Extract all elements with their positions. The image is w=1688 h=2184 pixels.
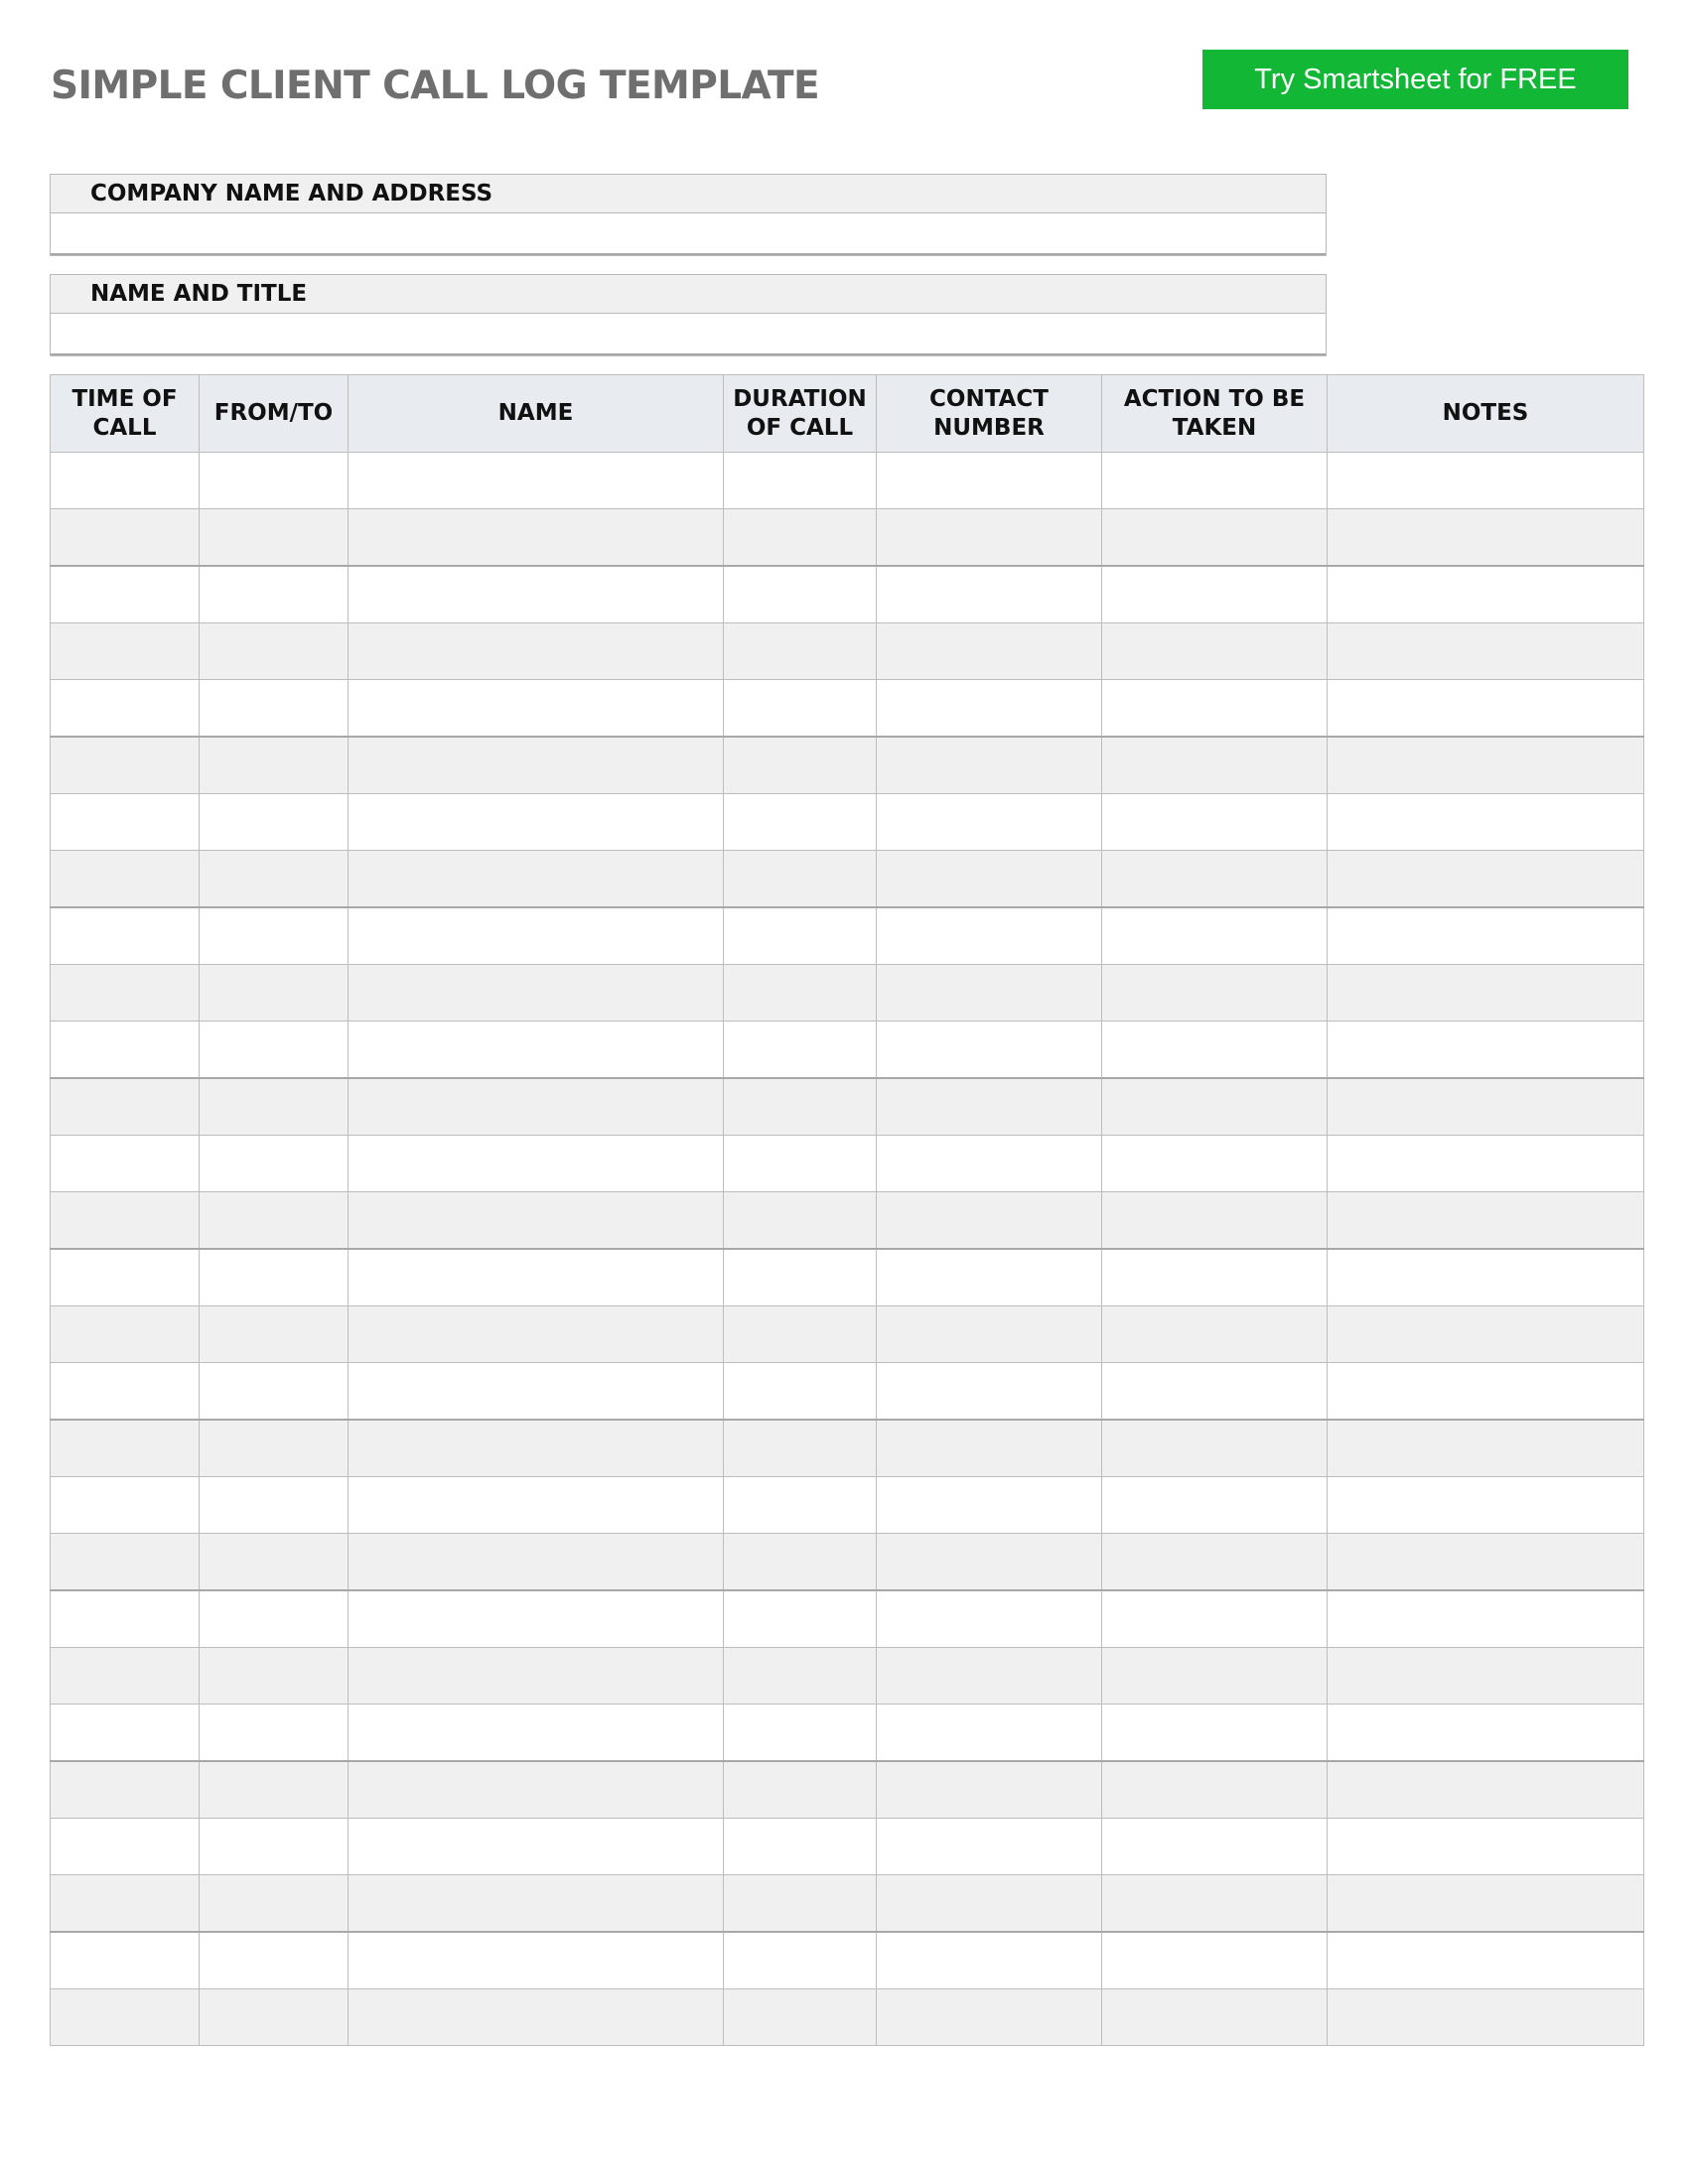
cell-action-to-be-taken[interactable]: [1102, 1192, 1328, 1250]
table-row: [51, 566, 1644, 623]
cell-contact-number[interactable]: [877, 1648, 1102, 1705]
cell-notes[interactable]: [1328, 1249, 1644, 1306]
col-from-to: [200, 375, 349, 453]
cell-notes[interactable]: [1328, 1705, 1644, 1762]
cell-action-to-be-taken[interactable]: [1102, 1590, 1328, 1648]
cell-time-of-call[interactable]: [51, 1078, 200, 1136]
company-name-address-field[interactable]: [51, 213, 1326, 255]
table-row: [51, 1192, 1644, 1250]
cell-from-to[interactable]: [200, 623, 349, 680]
cell-from-to[interactable]: [200, 1705, 349, 1762]
cell-notes[interactable]: [1328, 680, 1644, 738]
cell-duration-of-call[interactable]: [724, 1989, 877, 2046]
cell-action-to-be-taken[interactable]: [1102, 1420, 1328, 1477]
col-from-to-label: FROM/TO: [213, 400, 334, 426]
table-row: [51, 1875, 1644, 1933]
cell-name[interactable]: [349, 1761, 724, 1819]
cell-time-of-call[interactable]: [51, 1989, 200, 2046]
table-row: [51, 1306, 1644, 1363]
cell-time-of-call[interactable]: [51, 1932, 200, 1989]
cell-contact-number[interactable]: [877, 1534, 1102, 1591]
cell-notes[interactable]: [1328, 453, 1644, 509]
cell-name[interactable]: [349, 680, 724, 738]
cell-name[interactable]: [349, 737, 724, 794]
cell-duration-of-call[interactable]: [724, 851, 877, 908]
cell-action-to-be-taken[interactable]: [1102, 1078, 1328, 1136]
cell-action-to-be-taken[interactable]: [1102, 1705, 1328, 1762]
cell-time-of-call[interactable]: [51, 1363, 200, 1421]
cell-from-to[interactable]: [200, 1932, 349, 1989]
cell-duration-of-call[interactable]: [724, 1875, 877, 1933]
cell-notes[interactable]: [1328, 1420, 1644, 1477]
cell-time-of-call[interactable]: [51, 1819, 200, 1875]
cell-duration-of-call[interactable]: [724, 1648, 877, 1705]
cell-notes[interactable]: [1328, 1648, 1644, 1705]
cell-notes[interactable]: [1328, 1819, 1644, 1875]
table-row: [51, 1249, 1644, 1306]
cell-time-of-call[interactable]: [51, 1590, 200, 1648]
table-row: [51, 965, 1644, 1022]
cell-contact-number[interactable]: [877, 509, 1102, 567]
call-log-body: [51, 453, 1644, 2046]
cell-name[interactable]: [349, 1819, 724, 1875]
cell-name[interactable]: [349, 623, 724, 680]
table-header-row: [51, 375, 1644, 453]
cell-name[interactable]: [349, 1875, 724, 1933]
cell-notes[interactable]: [1328, 1192, 1644, 1250]
table-row: [51, 1136, 1644, 1192]
cell-time-of-call[interactable]: [51, 566, 200, 623]
cell-duration-of-call[interactable]: [724, 965, 877, 1022]
table-row: [51, 794, 1644, 851]
cell-notes[interactable]: [1328, 1078, 1644, 1136]
table-row: [51, 1078, 1644, 1136]
cell-duration-of-call[interactable]: [724, 1761, 877, 1819]
cell-from-to[interactable]: [200, 1875, 349, 1933]
cell-time-of-call[interactable]: [51, 965, 200, 1022]
cell-notes[interactable]: [1328, 623, 1644, 680]
table-row: [51, 1932, 1644, 1989]
cell-duration-of-call[interactable]: [724, 1136, 877, 1192]
cell-notes[interactable]: [1328, 1875, 1644, 1933]
name-and-title-label: NAME AND TITLE: [51, 275, 1326, 314]
cell-contact-number[interactable]: [877, 1078, 1102, 1136]
col-action-to-be-taken-label: ACTION TO BE TAKEN: [1123, 385, 1306, 441]
cell-notes[interactable]: [1328, 1363, 1644, 1421]
cell-duration-of-call[interactable]: [724, 1705, 877, 1762]
table-row: [51, 1363, 1644, 1421]
table-row: [51, 1534, 1644, 1591]
cell-from-to[interactable]: [200, 1249, 349, 1306]
cell-duration-of-call[interactable]: [724, 737, 877, 794]
cell-name[interactable]: [349, 1590, 724, 1648]
table-row: [51, 1761, 1644, 1819]
cell-name[interactable]: [349, 1136, 724, 1192]
cell-time-of-call[interactable]: [51, 680, 200, 738]
cell-name[interactable]: [349, 851, 724, 908]
cell-name[interactable]: [349, 794, 724, 851]
cell-from-to[interactable]: [200, 965, 349, 1022]
cell-from-to[interactable]: [200, 1363, 349, 1421]
cell-contact-number[interactable]: [877, 1875, 1102, 1933]
cell-name[interactable]: [349, 509, 724, 567]
cell-time-of-call[interactable]: [51, 794, 200, 851]
cell-action-to-be-taken[interactable]: [1102, 1249, 1328, 1306]
cell-duration-of-call[interactable]: [724, 623, 877, 680]
cell-from-to[interactable]: [200, 1420, 349, 1477]
company-name-address-section: [50, 174, 1327, 256]
cell-time-of-call[interactable]: [51, 1022, 200, 1079]
cell-time-of-call[interactable]: [51, 1420, 200, 1477]
page-title: SIMPLE CLIENT CALL LOG TEMPLATE: [51, 64, 820, 108]
cell-contact-number[interactable]: [877, 794, 1102, 851]
cell-duration-of-call[interactable]: [724, 509, 877, 567]
cell-notes[interactable]: [1328, 1590, 1644, 1648]
cell-duration-of-call[interactable]: [724, 1078, 877, 1136]
cell-contact-number[interactable]: [877, 1705, 1102, 1762]
cell-contact-number[interactable]: [877, 566, 1102, 623]
cell-notes[interactable]: [1328, 907, 1644, 965]
cell-from-to[interactable]: [200, 1989, 349, 2046]
cell-notes[interactable]: [1328, 1932, 1644, 1989]
cell-name[interactable]: [349, 1534, 724, 1591]
table-row: [51, 623, 1644, 680]
col-time-of-call: [51, 375, 200, 453]
cell-duration-of-call[interactable]: [724, 1534, 877, 1591]
cell-contact-number[interactable]: [877, 907, 1102, 965]
cell-time-of-call[interactable]: [51, 1705, 200, 1762]
cell-name[interactable]: [349, 907, 724, 965]
table-row: [51, 1590, 1644, 1648]
cell-action-to-be-taken[interactable]: [1102, 1136, 1328, 1192]
cell-notes[interactable]: [1328, 1989, 1644, 2046]
cell-time-of-call[interactable]: [51, 1761, 200, 1819]
table-row: [51, 1648, 1644, 1705]
cell-notes[interactable]: [1328, 737, 1644, 794]
cell-from-to[interactable]: [200, 1192, 349, 1250]
cell-time-of-call[interactable]: [51, 509, 200, 567]
cell-time-of-call[interactable]: [51, 1534, 200, 1591]
cell-action-to-be-taken[interactable]: [1102, 1761, 1328, 1819]
col-contact-number: [877, 375, 1102, 453]
cell-from-to[interactable]: [200, 1648, 349, 1705]
cell-duration-of-call[interactable]: [724, 1192, 877, 1250]
table-row: [51, 1819, 1644, 1875]
cell-action-to-be-taken[interactable]: [1102, 680, 1328, 738]
cell-action-to-be-taken[interactable]: [1102, 1648, 1328, 1705]
cell-from-to[interactable]: [200, 1022, 349, 1079]
cell-time-of-call[interactable]: [51, 1306, 200, 1363]
try-smartsheet-button[interactable]: Try Smartsheet for FREE: [1202, 50, 1628, 109]
cell-from-to[interactable]: [200, 1590, 349, 1648]
col-contact-number-label: CONTACT NUMBER: [929, 385, 1049, 441]
cell-from-to[interactable]: [200, 1078, 349, 1136]
col-name-label: NAME: [497, 400, 574, 426]
cell-duration-of-call[interactable]: [724, 1590, 877, 1648]
cell-name[interactable]: [349, 1249, 724, 1306]
cell-name[interactable]: [349, 1477, 724, 1534]
cell-action-to-be-taken[interactable]: [1102, 794, 1328, 851]
cell-contact-number[interactable]: [877, 965, 1102, 1022]
cell-notes[interactable]: [1328, 566, 1644, 623]
cell-duration-of-call[interactable]: [724, 1420, 877, 1477]
cell-notes[interactable]: [1328, 794, 1644, 851]
cell-notes[interactable]: [1328, 1136, 1644, 1192]
col-time-of-call-label: TIME OF CALL: [71, 385, 178, 441]
cell-name[interactable]: [349, 1648, 724, 1705]
cell-action-to-be-taken[interactable]: [1102, 1306, 1328, 1363]
cell-duration-of-call[interactable]: [724, 1819, 877, 1875]
table-row: [51, 1989, 1644, 2046]
cell-duration-of-call[interactable]: [724, 1363, 877, 1421]
cell-contact-number[interactable]: [877, 1590, 1102, 1648]
cell-name[interactable]: [349, 453, 724, 509]
cell-from-to[interactable]: [200, 453, 349, 509]
table-row: [51, 1705, 1644, 1762]
cell-contact-number[interactable]: [877, 1363, 1102, 1421]
cell-contact-number[interactable]: [877, 1761, 1102, 1819]
cell-from-to[interactable]: [200, 509, 349, 567]
cell-name[interactable]: [349, 1363, 724, 1421]
cell-notes[interactable]: [1328, 1022, 1644, 1079]
cell-from-to[interactable]: [200, 1534, 349, 1591]
cell-action-to-be-taken[interactable]: [1102, 1363, 1328, 1421]
cell-action-to-be-taken[interactable]: [1102, 509, 1328, 567]
cell-action-to-be-taken[interactable]: [1102, 965, 1328, 1022]
cell-duration-of-call[interactable]: [724, 1932, 877, 1989]
cell-duration-of-call[interactable]: [724, 907, 877, 965]
cell-duration-of-call[interactable]: [724, 1477, 877, 1534]
cell-contact-number[interactable]: [877, 1306, 1102, 1363]
cell-from-to[interactable]: [200, 851, 349, 908]
cell-time-of-call[interactable]: [51, 1249, 200, 1306]
cell-name[interactable]: [349, 1022, 724, 1079]
cell-action-to-be-taken[interactable]: [1102, 1022, 1328, 1079]
table-row: [51, 851, 1644, 908]
cell-contact-number[interactable]: [877, 737, 1102, 794]
cell-name[interactable]: [349, 1078, 724, 1136]
cell-contact-number[interactable]: [877, 1989, 1102, 2046]
cell-duration-of-call[interactable]: [724, 453, 877, 509]
cell-contact-number[interactable]: [877, 680, 1102, 738]
cell-duration-of-call[interactable]: [724, 794, 877, 851]
table-row: [51, 509, 1644, 567]
cell-action-to-be-taken[interactable]: [1102, 1534, 1328, 1591]
cell-action-to-be-taken[interactable]: [1102, 453, 1328, 509]
cell-time-of-call[interactable]: [51, 1136, 200, 1192]
cell-contact-number[interactable]: [877, 1819, 1102, 1875]
cell-action-to-be-taken[interactable]: [1102, 1477, 1328, 1534]
cell-contact-number[interactable]: [877, 1022, 1102, 1079]
cell-name[interactable]: [349, 1306, 724, 1363]
cell-name[interactable]: [349, 1705, 724, 1762]
cell-duration-of-call[interactable]: [724, 680, 877, 738]
cell-from-to[interactable]: [200, 680, 349, 738]
cell-action-to-be-taken[interactable]: [1102, 566, 1328, 623]
cell-action-to-be-taken[interactable]: [1102, 851, 1328, 908]
cell-from-to[interactable]: [200, 737, 349, 794]
cell-contact-number[interactable]: [877, 453, 1102, 509]
cell-name[interactable]: [349, 1420, 724, 1477]
cell-time-of-call[interactable]: [51, 1192, 200, 1250]
cell-from-to[interactable]: [200, 1306, 349, 1363]
cell-notes[interactable]: [1328, 851, 1644, 908]
cell-action-to-be-taken[interactable]: [1102, 1989, 1328, 2046]
table-row: [51, 1420, 1644, 1477]
cell-contact-number[interactable]: [877, 623, 1102, 680]
table-row: [51, 1477, 1644, 1534]
cell-name[interactable]: [349, 1932, 724, 1989]
cell-name[interactable]: [349, 566, 724, 623]
col-name: [349, 375, 724, 453]
cell-contact-number[interactable]: [877, 851, 1102, 908]
call-log-table: [50, 374, 1644, 2046]
name-and-title-section: [50, 274, 1327, 356]
cell-duration-of-call[interactable]: [724, 566, 877, 623]
table-row: [51, 1022, 1644, 1079]
cell-contact-number[interactable]: [877, 1192, 1102, 1250]
cell-from-to[interactable]: [200, 1136, 349, 1192]
cell-time-of-call[interactable]: [51, 623, 200, 680]
cell-notes[interactable]: [1328, 509, 1644, 567]
cell-from-to[interactable]: [200, 907, 349, 965]
cell-from-to[interactable]: [200, 794, 349, 851]
cell-duration-of-call[interactable]: [724, 1306, 877, 1363]
cell-contact-number[interactable]: [877, 1136, 1102, 1192]
cell-time-of-call[interactable]: [51, 1875, 200, 1933]
col-notes: [1328, 375, 1644, 453]
table-row: [51, 907, 1644, 965]
col-duration-of-call-label: DURATION OF CALL: [733, 385, 867, 441]
cell-from-to[interactable]: [200, 1477, 349, 1534]
table-row: [51, 737, 1644, 794]
cell-time-of-call[interactable]: [51, 1648, 200, 1705]
cell-action-to-be-taken[interactable]: [1102, 737, 1328, 794]
cell-time-of-call[interactable]: [51, 1477, 200, 1534]
cell-contact-number[interactable]: [877, 1420, 1102, 1477]
cell-contact-number[interactable]: [877, 1932, 1102, 1989]
cell-action-to-be-taken[interactable]: [1102, 907, 1328, 965]
cell-name[interactable]: [349, 1989, 724, 2046]
col-duration-of-call: [724, 375, 877, 453]
cell-notes[interactable]: [1328, 1534, 1644, 1591]
cell-from-to[interactable]: [200, 1819, 349, 1875]
cell-notes[interactable]: [1328, 1477, 1644, 1534]
cell-action-to-be-taken[interactable]: [1102, 623, 1328, 680]
cell-action-to-be-taken[interactable]: [1102, 1875, 1328, 1933]
cell-notes[interactable]: [1328, 1306, 1644, 1363]
cell-duration-of-call[interactable]: [724, 1022, 877, 1079]
cell-contact-number[interactable]: [877, 1249, 1102, 1306]
cell-time-of-call[interactable]: [51, 851, 200, 908]
cell-duration-of-call[interactable]: [724, 1249, 877, 1306]
cell-notes[interactable]: [1328, 965, 1644, 1022]
cell-name[interactable]: [349, 1192, 724, 1250]
cell-contact-number[interactable]: [877, 1477, 1102, 1534]
table-row: [51, 453, 1644, 509]
cell-time-of-call[interactable]: [51, 737, 200, 794]
cell-notes[interactable]: [1328, 1761, 1644, 1819]
cell-time-of-call[interactable]: [51, 907, 200, 965]
cell-time-of-call[interactable]: [51, 453, 200, 509]
cell-from-to[interactable]: [200, 1761, 349, 1819]
cell-action-to-be-taken[interactable]: [1102, 1819, 1328, 1875]
col-notes-label: NOTES: [1442, 400, 1529, 426]
company-name-address-label: COMPANY NAME AND ADDRESS: [51, 175, 1326, 213]
name-and-title-field[interactable]: [51, 314, 1326, 355]
cell-name[interactable]: [349, 965, 724, 1022]
table-row: [51, 680, 1644, 738]
col-action-to-be-taken: [1102, 375, 1328, 453]
cell-action-to-be-taken[interactable]: [1102, 1932, 1328, 1989]
cell-from-to[interactable]: [200, 566, 349, 623]
